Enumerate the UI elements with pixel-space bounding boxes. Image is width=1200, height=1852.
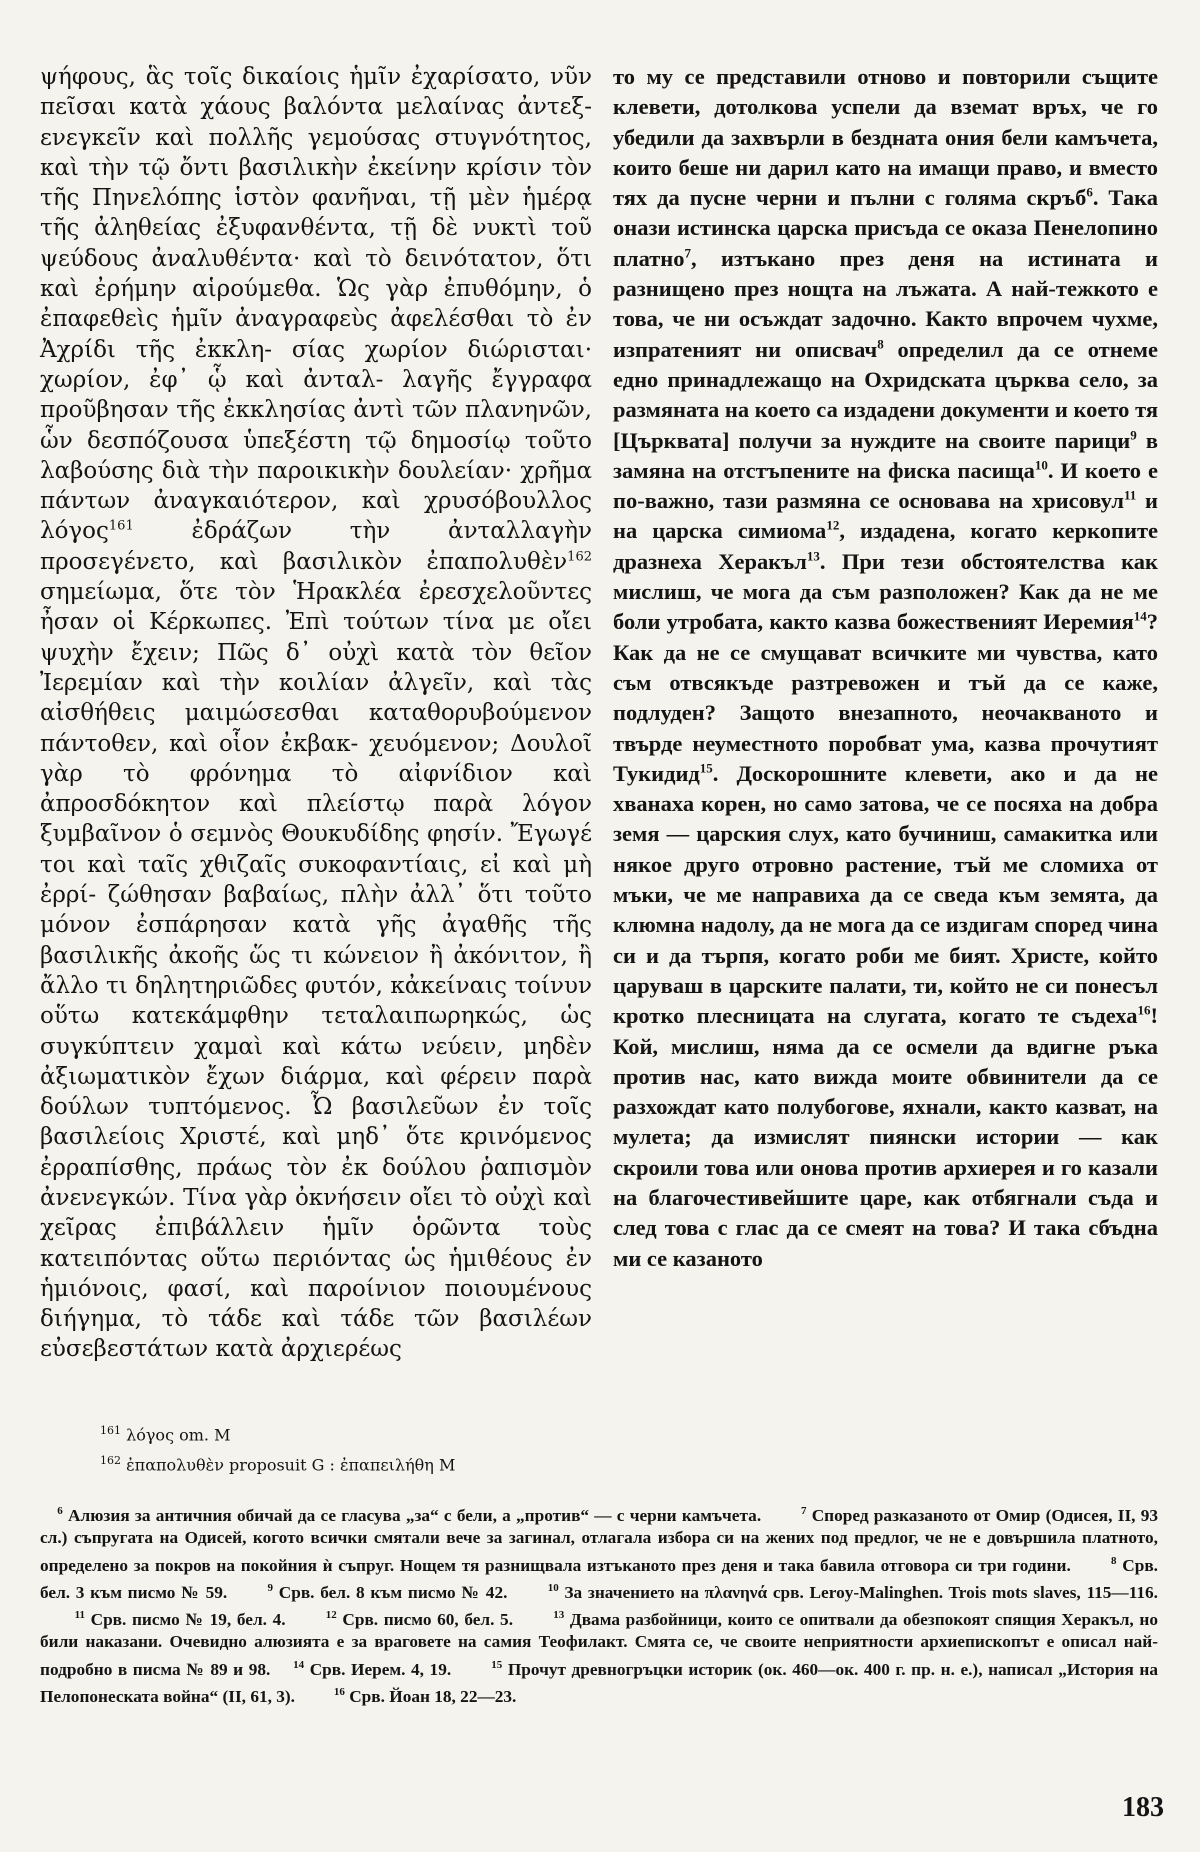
footnote-16: Срв. Йоан 18, 22—23. bbox=[349, 1686, 517, 1706]
footnote-6: Алюзия за античния обичай да се гласува „за“ с бели, а „против“ — с черни камъчета. bbox=[68, 1505, 762, 1525]
translator-footnotes: $^6$ Алюзия за античния обичай да се гласува „за“ с бели, а „против“ — с черни камъчета. $^7$ Според разказаното от Омир (Одисея, II, 93 сл.) съпругата на Одисей, когото всички смятали вече за загинал, отлагала избора си на жених под предлог, че не е довършила платното, определено за покров на покойния ѝ съпруг. Нощем тя разнищвала изтъканото през деня и така бавила отговора си три години. $^8$ Срв. бел. 3 към писмо № 59. $^9$ Срв. бел. 8 към писмо № 42. $^{10}$ За значението на πλανηνά срв. Leroy-Malinghen. Trois mots slaves, 115—116. $^{11}$ Срв. писмо № 19, бел. 4. $^{12}$ Срв. писмо 60, бел. 5. $^{13}$ Двама разбойници, които се опитвали да обезпокоят спящия Херакъл, но били наказани. Очевидно алюзията е за враговете на самия Теофилакт. Смята се, че своите неприятности архиепископът е описал най-подробно в писма № 89 и 98. $^{14}$ Срв. Иерем. 4, 19. $^{15}$ Прочут древногръцки историк (ок. 460—ок. 400 г. пр. н. е.), написал „История на Пелопонеската война“ (II, 61, 3). $^{16}$ Срв. Йоан 18, 22—23. bbox=[40, 1505, 1159, 1706]
footnote-11: Срв. писмо № 19, бел. 4. bbox=[90, 1609, 286, 1629]
note-ref-12: 12 bbox=[826, 517, 840, 533]
footnote-13: Двама разбойници, които се опитвали да обезпокоят спящия Херакъл, но били наказани. Очевидно алюзията е за враговете на самия Теофилакт. Смята се, че своите неприятности архиепископът е описал най-подробно в писма № 89 и 98. bbox=[40, 1609, 1158, 1679]
footnote-ref-161: 161 bbox=[108, 518, 134, 534]
note-ref-14: 14 bbox=[1133, 608, 1147, 624]
footnote-9: Срв. бел. 8 към писмо № 42. bbox=[278, 1582, 508, 1602]
note-ref-16: 16 bbox=[1137, 1002, 1151, 1018]
footnote-ref-162: 162 bbox=[567, 549, 592, 565]
footnote-8: Срв. бел. 3 към писмо № 59. bbox=[40, 1555, 1158, 1602]
note-ref-7: 7 bbox=[684, 245, 692, 261]
note-ref-15: 15 bbox=[699, 760, 713, 776]
bulgarian-translation-column bbox=[613, 62, 1158, 1274]
note-ref-13: 13 bbox=[806, 548, 820, 564]
note-ref-6: 6 bbox=[1086, 184, 1093, 200]
footnote-15: Прочут древногръцки историк (ок. 460—ок. 400 г. пр. н. е.), написал „История на Пелопонеската война“ (II, 61, 3). bbox=[40, 1659, 1158, 1706]
footnote-7: Според разказаното от Омир (Одисея, II, 93 сл.) съпругата на Одисей, когото всички смятали вече за загинал, отлагала избора си на жених под предлог, че не е довършила платното, определено за покров на покойния ѝ съпруг. Нощем тя разнищвала изтъканото през деня и така бавила отговора си три години. bbox=[40, 1505, 1159, 1575]
page-number: 183 bbox=[1122, 1792, 1164, 1823]
note-ref-8: 8 bbox=[877, 336, 884, 352]
bulgarian-paragraph: то му се представили отново и повторили същите клевети, дотолкова успели да вземат връх, че го убедили да захвърли в бездната ония бели камъчета, които беше ни дарил като на имащи право, и вместо тях да пусне черни и пълни с голяма скръб$^6$. Така онази истинска царска присъда се оказа Пенелопино платно$^7$, изтъкано през деня на истината и разнищено през нощта на лъжата. А най-тежкото е това, че ни осъждат задочно. Както впрочем чухме, изпратеният ни описвач$^8$ определил да се отнеме едно принадлежащо на Охридската църква село, за размяната на което са издадени документи и което тя [Църквата] получи за нуждите на своите парици$^9$ в замяна на отстъпените на фиска пасища$^{10}$. И което е по-важно, тази размяна се основава на хрисовул$^{11}$ и на царска симиома$^{12}$, издадена, когато керкопите дразнеха Херакъл$^{13}$. При тези обстоятелства как мислиш, че мога да съм разположен? Как да не ме боли утробата, както казва божественият Иеремия$^{14}$? Как да не се смущават всичките ми чувства, като съм отвсякъде разтревожен и тъй да се каже, подлуден? Защото внезапното, неочакваното и твърде неуместното поробват ума, казва прочутият Тукидид$^{15}$. Доскорошните клевети, ако и да не хванаха корен, но само затова, че се посяха на добра земя — царския слух, като бучиниш, самакитка или някое друго отровно растение, тъй ме сломиха от мъки, че ме направиха да се сведа към земята, да клюмна надолу, да не мога да се издигам според чина си и да търпя, когато роби ме бият. Христе, който царуваш в царските палати, ти, който не си понесъл кротко плесницата на слугата, когато те съдеха$^{16}$! Кой, мислиш, няма да се осмели да вдигне ръка против нас, като вижда моите обвинители да се разхождат като полубогове, яхнали, както казват, на мулета; да измислят пиянски истории — как скроили това или онова против архиерея и го казали на благочестивейшите царе, как отбягнали съда и след това с глас да се смеят на това? И така сбъдна ми се казаното bbox=[613, 64, 1159, 1271]
note-ref-9: 9 bbox=[1130, 427, 1137, 443]
greek-paragraph: ψήφους, ἃς τοῖς δικαίοις ἡμῖν ἐχαρίσατο, νῦν πεῖσαι κατὰ χάους βαλόντα μελαίνας ἀντεξ- ενεγκεῖν καὶ πολλῆς γεμούσας στυγνότητος, καὶ τὴν τῷ ὄντι βασιλικὴν ἐκείνην κρίσιν τὸν τῆς Πηνελόπης ἱστὸν φανῆναι, τῇ μὲν ἡμέρᾳ τῆς ἀληθείας ἐξυφανθέντα, τῇ δὲ νυκτὶ τοῦ ψεύδους ἀναλυθέντα· καὶ τὸ δεινότατον, ὅτι καὶ ἐρήμην αἱρούμεθα. Ὡς γὰρ ἐπυθόμην, ὁ ἐπαφεθεὶς ἡμῖν ἀναγραφεὺς ἀφελέσθαι τὸ ἐν Ἀχρίδι τῆς ἐκκλη- σίας χωρίον διώρισται· χωρίον, ἐφ᾽ ᾧ καὶ ἀνταλ- λαγῆς ἔγγραφα προῦβησαν τῆς ἐκκλησίας ἀντὶ τῶν πλανηνῶν, ὧν δεσπόζουσα ὑπεξέστη τῷ δημοσίῳ τοῦτο λαβούσης διὰ τὴν παροικικὴν δουλείαν· χρῆμα πάντων ἀναγκαιότερον, καὶ χρυσόβουλλος λόγος$^{161}$ ἐδράζων τὴν ἀνταλλαγὴν προσεγένετο, καὶ βασιλικὸν ἐπαπολυθὲν$^{162}$ σημείωμα, ὅτε τὸν Ἡρακλέα ἐρεσχελοῦντες ἦσαν οἱ Κέρκωπες. Ἐπὶ τούτων τίνα με οἴει ψυχὴν ἔχειν; Πῶς δ᾽ οὐχὶ κατὰ τὸν θεῖον Ἰερεμίαν καὶ τὴν κοιλίαν ἀλγεῖν, καὶ τὰς αἰσθήθεις μαιμώσεσθαι καταθορυβούμενον πάντοθεν, καὶ οἷον ἐκβακ- χευόμενον; Δουλοῖ γὰρ τὸ φρόνημα τὸ αἰφνίδιον καὶ ἀπροσδόκητον καὶ πλείστῳ παρὰ λόγον ξυμβαῖνον ὁ σεμνὸς Θουκυδίδης φησίν. Ἔγωγέ τοι καὶ ταῖς χθιζαῖς συκοφαντίαις, εἰ καὶ μὴ ἐρρί- ζώθησαν βαβαίως, πλὴν ἀλλ᾽ ὅτι τοῦτο μόνον ἐσπάρησαν κατὰ γῆς ἀγαθῆς τῆς βασιλικῆς ἀκοῆς ὥς τι κώνειον ἢ ἀκόνιτον, ἢ ἄλλο τι δηλητηριῶδες φυτόν, κἀκείναις τοίνυν οὕτω κατεκάμφθην τεταλαιπωρηκώς, ὡς συγκύπτειν χαμαὶ καὶ κάτω νεύειν, μηδὲν ἀξιωματικὸν ἔχων διάρμα, καὶ φέρειν παρὰ δούλων τυπτόμενος. Ὦ βασιλεῦων ἐν τοῖς βασιλείοις Χριστέ, καὶ μηδ᾽ ὅτε κρινόμενος ἐρραπίσθης, πράως τὸν ἐκ δούλου ῥαπισμὸν ἀνενεγκών. Τίνα γὰρ ὀκνήσειν οἴει τὸ οὐχὶ καὶ χεῖρας ἐπιβάλλειν ἡμῖν ὁρῶντα τοὺς κατειπόντας οὕτω περιόντας ὡς ἡμιθέους ἐν ἡμιόνοις, φασί, καὶ παροίνιον ποιουμένους διήγημα, τὸ τάδε καὶ τάδε τῶν βασιλέων εὐσεβεστάτων κατὰ ἀρχιερέως bbox=[40, 64, 592, 1363]
apparatus-line: $^{161}$ λόγος om. M bbox=[100, 1424, 231, 1445]
footnote-12: Срв. писмо 60, бел. 5. bbox=[342, 1609, 514, 1629]
note-ref-11: 11 bbox=[1123, 487, 1137, 503]
greek-text-column bbox=[40, 62, 592, 1365]
apparatus-line: $^{162}$ ἐπαπολυθὲν proposuit G : ἐπαπειλήθη M bbox=[100, 1454, 456, 1475]
note-ref-10: 10 bbox=[1034, 457, 1048, 473]
footnote-10: За значението на πλανηνά срв. Leroy-Malinghen. Trois mots slaves, 115—116. bbox=[564, 1582, 1159, 1602]
footnote-14: Срв. Иерем. 4, 19. bbox=[309, 1659, 452, 1679]
critical-apparatus bbox=[100, 1418, 580, 1479]
